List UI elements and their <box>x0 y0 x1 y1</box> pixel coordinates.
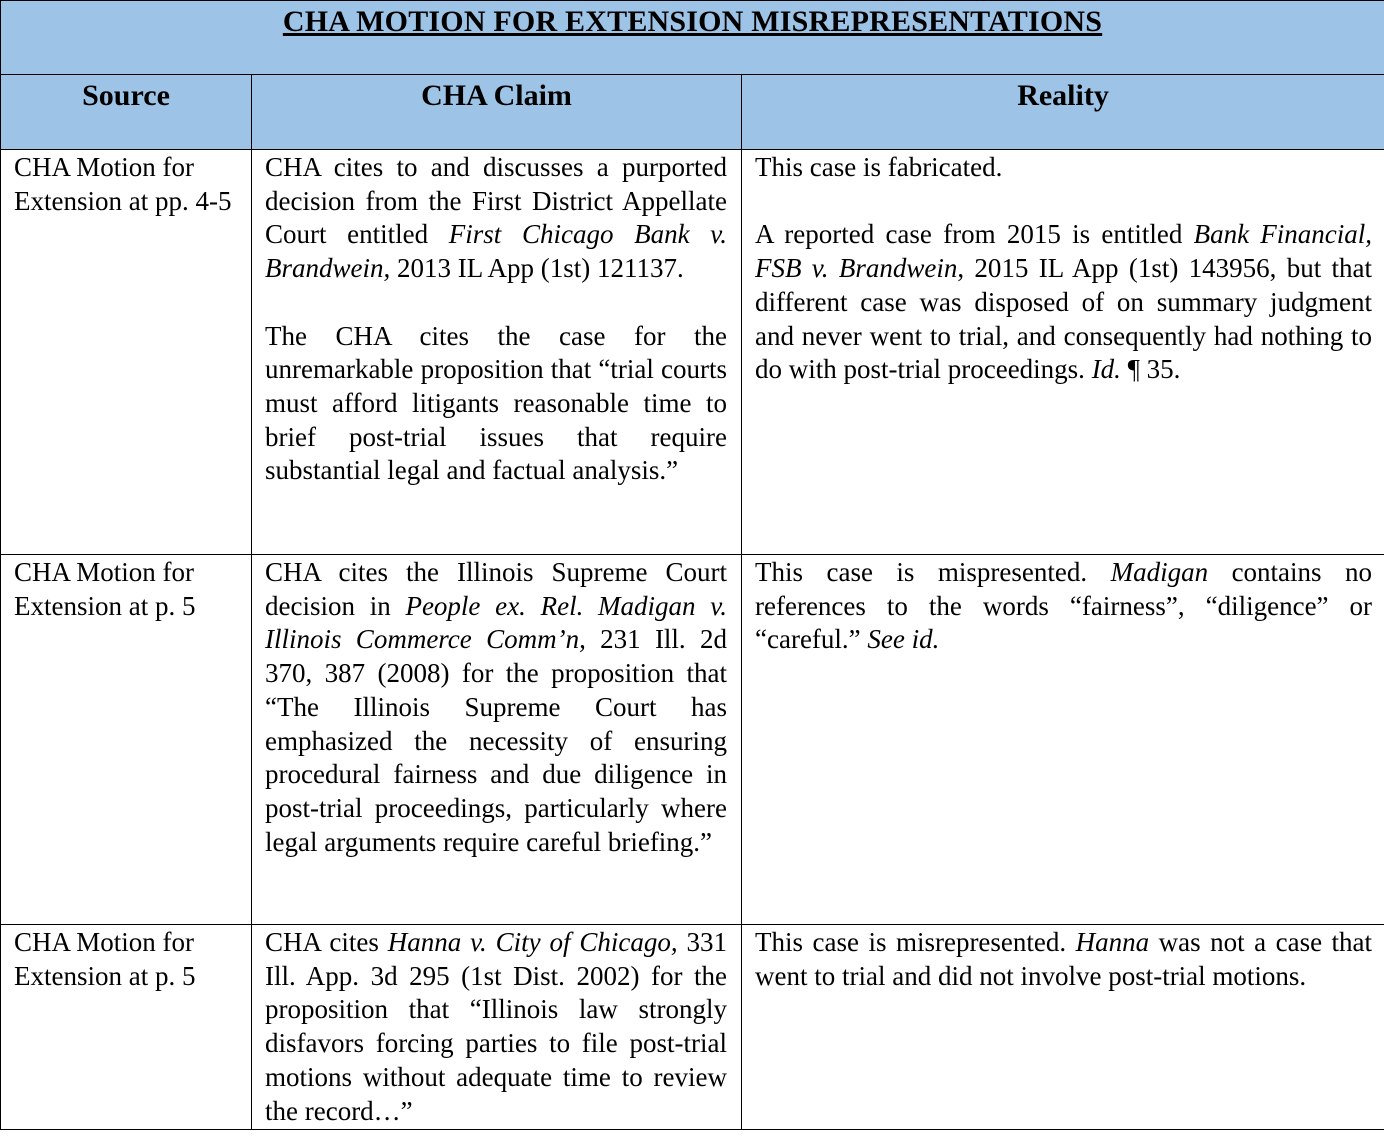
citation-signal: Id. <box>1091 354 1121 385</box>
title-cell <box>1 1 1384 75</box>
title-row <box>1 1 1384 75</box>
reality-paragraph: This case is mispresented. Madigan contains no references to the words “fairness”, “diligence” or “careful.” See id. <box>755 557 1373 655</box>
case-name: Bank Financial, FSB v. Brandwein <box>755 219 1373 284</box>
case-name: First Chicago Bank v. Brandwein, <box>265 219 727 284</box>
case-name: Madigan <box>1110 557 1209 587</box>
header-claim: CHA Claim <box>252 75 742 150</box>
claim-paragraph: CHA cites Hanna v. City of Chicago, 331 Ill. App. 3d 295 (1st Dist. 2002) for the proposition that “Illinois law strongly disfavors forcing parties to file post-trial motions without adequate time to review the record…” <box>265 927 727 1126</box>
claim-paragraph: CHA cites the Illinois Supreme Court decision in People ex. Rel. Madigan v. Illinois Commerce Comm’n, 231 Ill. 2d 370, 387 (2008) for the proposition that “The Illinois Supreme Court has emphasized the necessity of ensuring procedural fairness and due diligence in post-trial proceedings, particularly where legal arguments require careful briefing.” <box>265 557 728 857</box>
case-name: People ex. Rel. Madigan v. Illinois Commerce Comm’n, <box>265 590 728 655</box>
header-row <box>1 75 1384 150</box>
source-cell: CHA Motion for Extension at p. 5 <box>1 555 252 925</box>
table-row <box>1 150 1384 555</box>
table-row <box>1 925 1384 1130</box>
table-row <box>1 555 1384 925</box>
claim-cell <box>252 555 742 925</box>
table-title: CHA MOTION FOR EXTENSION MISREPRESENTATIONS <box>282 5 1103 38</box>
header-reality: Reality <box>742 75 1384 150</box>
source-cell: CHA Motion for Extension at p. 5 <box>1 925 252 1130</box>
reality-paragraph: This case is fabricated. <box>755 152 1003 182</box>
case-name: Hanna v. City of Chicago, <box>387 927 678 957</box>
reality-cell <box>742 555 1384 925</box>
claim-paragraph: The CHA cites the case for the unremarkable proposition that “trial courts must afford litigants reasonable time to brief post-trial issues that require substantial legal and factual analysis.” <box>265 320 727 486</box>
claim-cell <box>252 925 742 1130</box>
citation-signal: See id. <box>867 624 940 655</box>
case-name: Hanna <box>1075 927 1150 957</box>
reality-paragraph: A reported case from 2015 is entitled Bank Financial, FSB v. Brandwein, 2015 IL App (1st) 143956, but that different case was disposed of on summary judgment and never went to trial, and consequently had nothing to do with post-trial proceedings. Id. ¶ 35. <box>755 219 1373 385</box>
claim-paragraph: CHA cites to and discusses a purported decision from the First District Appellate Court entitled First Chicago Bank v. Brandwein, 2013 IL App (1st) 121137. <box>265 152 727 284</box>
reality-paragraph: This case is misrepresented. Hanna was not a case that went to trial and did not involve post-trial motions. <box>755 927 1373 991</box>
claim-cell <box>252 150 742 555</box>
reality-cell <box>742 925 1384 1130</box>
reality-cell <box>742 150 1384 555</box>
source-cell: CHA Motion for Extension at pp. 4-5 <box>1 150 252 555</box>
header-source: Source <box>1 75 252 150</box>
